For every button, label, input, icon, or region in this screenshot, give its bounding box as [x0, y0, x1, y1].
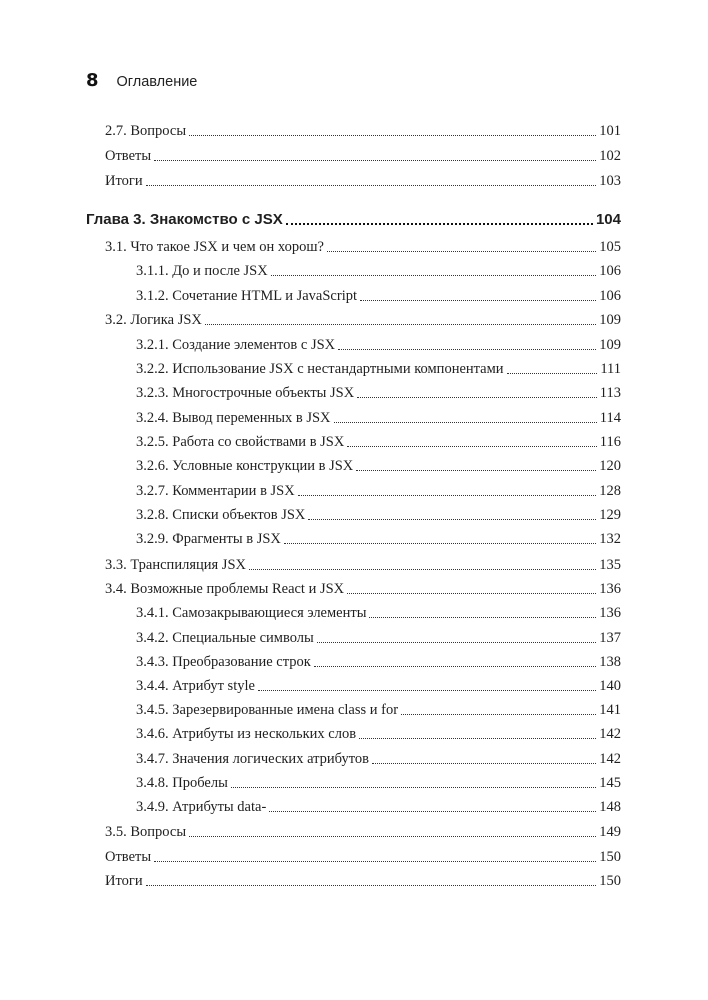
toc-entry-title: 3.4.4. Атрибут style — [136, 678, 255, 694]
toc-entry-title: Ответы — [105, 148, 152, 164]
toc-entry-title: 3.4.5. Зарезервированные имена class и for — [136, 702, 399, 718]
dot-leader — [189, 835, 596, 837]
dot-leader — [356, 469, 596, 471]
toc-entry-title: 3.2.3. Многострочные объекты JSX — [136, 385, 355, 401]
dot-leader — [359, 737, 596, 739]
toc-entry-page: 111 — [600, 361, 621, 377]
toc-entry-page: 109 — [599, 312, 621, 328]
dot-leader — [146, 184, 597, 186]
dot-leader — [360, 299, 596, 301]
dot-leader — [347, 592, 596, 594]
toc-entry-title: 3.2. Логика JSX — [105, 312, 202, 328]
dot-leader — [338, 348, 596, 350]
running-title: Оглавление — [116, 74, 198, 90]
toc-entry-title: 3.1.2. Сочетание HTML и JavaScript — [136, 288, 358, 304]
toc-entry — [105, 122, 621, 140]
toc-entry-page: 136 — [599, 605, 621, 621]
toc-entry-page: 120 — [599, 458, 621, 474]
toc-entry-page: 105 — [599, 239, 621, 255]
toc-entry — [136, 701, 621, 719]
dot-leader — [401, 713, 596, 715]
toc-entry — [136, 774, 621, 792]
toc-entry-title: 3.2.5. Работа со свойствами в JSX — [136, 434, 345, 450]
toc-entry-title: 3.4.7. Значения логических атрибутов — [136, 751, 369, 767]
toc-entry-page: 106 — [599, 288, 621, 304]
toc-entry-title: 3.4.8. Пробелы — [136, 775, 228, 791]
toc-entry-title: 3.2.9. Фрагменты в JSX — [136, 531, 281, 547]
dot-leader — [189, 134, 596, 136]
toc-entry-title: 3.4. Возможные проблемы React и JSX — [105, 581, 345, 597]
dot-leader — [205, 323, 596, 325]
toc-entry — [136, 287, 621, 305]
toc-entry — [136, 506, 621, 524]
toc-entry-page: 149 — [599, 824, 621, 840]
toc-entry-page: 103 — [599, 173, 621, 189]
toc-entry-title: 3.1.1. До и после JSX — [136, 263, 268, 279]
page-number: 8 — [86, 70, 99, 91]
toc-entry-page: 116 — [599, 434, 621, 450]
toc-entry-page: 129 — [599, 507, 621, 523]
dot-leader — [231, 786, 596, 788]
dot-leader — [146, 884, 597, 886]
toc-entry — [136, 653, 621, 671]
dot-leader — [317, 641, 596, 643]
toc-entry — [136, 798, 621, 816]
toc-entry-title: 3.2.2. Использование JSX с нестандартными компонентами — [136, 361, 504, 377]
dot-leader — [357, 396, 597, 398]
toc-entry-title: 3.1. Что такое JSX и чем он хорош? — [105, 239, 324, 255]
toc-entry-page: 104 — [595, 211, 621, 228]
dot-leader — [327, 250, 596, 252]
toc-entry — [105, 872, 621, 890]
toc-entry-title: 3.2.7. Комментарии в JSX — [136, 483, 295, 499]
toc-entry-page: 135 — [599, 557, 621, 573]
toc-entry — [136, 530, 621, 548]
toc-entry-title: 3.2.1. Создание элементов с JSX — [136, 337, 336, 353]
toc-entry-title: 3.2.4. Вывод переменных в JSX — [136, 410, 331, 426]
toc-entry-title: Итоги — [105, 173, 143, 189]
toc-entry-page: 150 — [599, 849, 621, 865]
toc-entry-title: Итоги — [105, 873, 143, 889]
toc-entry-title: 3.2.8. Списки объектов JSX — [136, 507, 306, 523]
dot-leader — [314, 665, 596, 667]
dot-leader — [372, 762, 596, 764]
toc-entry-title: 3.3. Транспиляция JSX — [105, 557, 246, 573]
toc-entry-page: 142 — [599, 751, 621, 767]
toc-entry-page: 136 — [599, 581, 621, 597]
toc-entry-page: 141 — [599, 702, 621, 718]
toc-entry-page: 145 — [599, 775, 621, 791]
toc-entry-page: 114 — [599, 410, 621, 426]
toc-entry-page: 137 — [599, 630, 621, 646]
toc-entry-page: 148 — [599, 799, 621, 815]
dot-leader — [369, 616, 596, 618]
toc-entry — [136, 750, 621, 768]
toc-entry-page: 106 — [599, 263, 621, 279]
dot-leader — [269, 810, 596, 812]
toc-entry-title: Глава 3. Знакомство с JSX — [86, 211, 283, 228]
page-header — [86, 70, 197, 91]
dot-leader — [154, 860, 596, 862]
toc-entry-title: 3.4.3. Преобразование строк — [136, 654, 311, 670]
toc-entry — [136, 433, 621, 451]
toc-entry-title: 3.4.1. Самозакрывающиеся элементы — [136, 605, 367, 621]
dot-leader — [334, 421, 597, 423]
dot-leader — [258, 689, 596, 691]
toc-entry-page: 142 — [599, 726, 621, 742]
toc-entry — [136, 725, 621, 743]
toc-entry — [136, 336, 621, 354]
dot-leader — [298, 494, 597, 496]
toc-entry-page: 109 — [599, 337, 621, 353]
toc-entry-title: 3.2.6. Условные конструкции в JSX — [136, 458, 354, 474]
toc-entry — [105, 172, 621, 190]
toc-entry — [136, 604, 621, 622]
toc-entry-page: 132 — [599, 531, 621, 547]
toc-entry-page: 102 — [599, 148, 621, 164]
dot-leader — [347, 445, 596, 447]
toc-entry-page: 128 — [599, 483, 621, 499]
toc-entry — [105, 556, 621, 574]
dot-leader — [154, 159, 596, 161]
dot-leader — [271, 274, 597, 276]
toc-entry — [136, 384, 621, 402]
dot-leader — [286, 222, 593, 225]
dot-leader — [308, 518, 596, 520]
toc-entry-title: 2.7. Вопросы — [105, 123, 187, 139]
dot-leader — [284, 542, 596, 544]
toc-entry — [136, 409, 621, 427]
toc-entry — [136, 360, 621, 378]
chapter-heading-entry — [86, 211, 621, 229]
toc-entry — [105, 311, 621, 329]
toc-entry-title: 3.4.6. Атрибуты из нескольких слов — [136, 726, 357, 742]
toc-entry-page: 150 — [599, 873, 621, 889]
toc-entry — [105, 238, 621, 256]
toc-entry — [136, 629, 621, 647]
toc-entry-page: 101 — [599, 123, 621, 139]
toc-entry — [105, 580, 621, 598]
toc-entry — [105, 147, 621, 165]
toc-entry-page: 113 — [599, 385, 621, 401]
toc-entry-title: 3.4.9. Атрибуты data- — [136, 799, 267, 815]
toc-entry — [136, 482, 621, 500]
toc-entry — [136, 262, 621, 280]
toc-entry-title: Ответы — [105, 849, 152, 865]
dot-leader — [249, 568, 596, 570]
toc-entry — [136, 677, 621, 695]
toc-entry-title: 3.5. Вопросы — [105, 824, 187, 840]
toc-entry-page: 138 — [599, 654, 621, 670]
toc-entry — [105, 823, 621, 841]
toc-entry — [136, 457, 621, 475]
toc-entry-title: 3.4.2. Специальные символы — [136, 630, 314, 646]
toc-entry-page: 140 — [599, 678, 621, 694]
toc-entry — [105, 848, 621, 866]
dot-leader — [507, 372, 598, 374]
